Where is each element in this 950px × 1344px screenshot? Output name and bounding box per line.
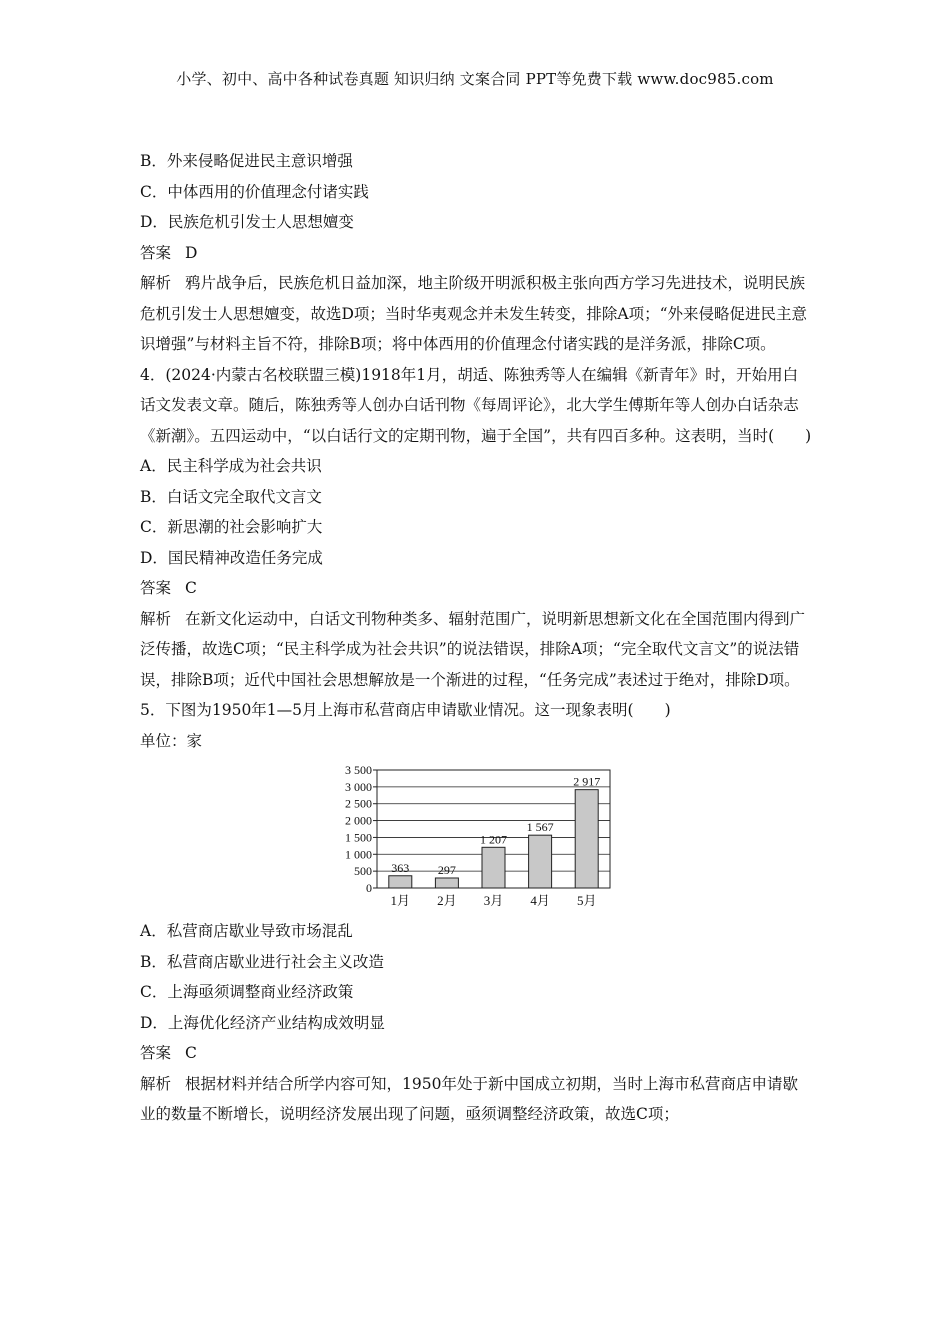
analysis-text: 在新文化运动中，白话文刊物种类多、辐射范围广，说明新思想新文化在全国范围内得到广泛传播，故选C项；“民主科学成为社会共识”的说法错误，排除A项；“完全取代文言文”的说法错误，排除B项；近代中国社会思想解放是一个渐进的过程，“任务完成”表述过于绝对，排除D项。 <box>140 609 806 689</box>
q4-stem: 4．(2024·内蒙古名校联盟三模)1918年1月，胡适、陈独秀等人在编辑《新青年》时，开始用白话文发表文章。随后，陈独秀等人创办白话刊物《每周评论》，北大学生傅斯年等人创办白话杂志《新潮》。五四运动中，“以白话行文的定期刊物，遍于全国”，共有四百多种。这表明，当时( ) <box>140 365 812 445</box>
bar-value-label: 363 <box>391 860 410 875</box>
bar-value-label: 2 917 <box>573 774 601 789</box>
q3-answer <box>140 238 812 269</box>
bar <box>435 878 458 888</box>
y-tick-label: 2 500 <box>345 796 372 811</box>
answer-label: 答案 <box>140 579 172 597</box>
q4-answer <box>140 573 812 604</box>
q4-option-b: B．白话文完全取代文言文 <box>140 487 322 506</box>
y-tick-label: 1 000 <box>345 847 372 862</box>
bar <box>575 790 598 888</box>
x-tick-label: 4月 <box>530 893 550 908</box>
page-header: 小学、初中、高中各种试卷真题 知识归纳 文案合同 PPT等免费下载 www.doc985.com <box>176 70 774 88</box>
y-tick-label: 1 500 <box>345 830 372 845</box>
bar-value-label: 297 <box>437 862 456 877</box>
y-tick-label: 500 <box>354 864 372 879</box>
answer-label: 答案 <box>140 1044 172 1062</box>
bar-value-label: 1 207 <box>480 832 507 847</box>
answer-value: D <box>185 243 198 262</box>
q3-analysis <box>140 268 812 360</box>
q5-option-b: B．私营商店歇业进行社会主义改造 <box>140 952 384 971</box>
q3-option-d: D．民族危机引发士人思想嬗变 <box>140 213 354 231</box>
q5-option-d: D．上海优化经济产业结构成效明显 <box>140 1013 385 1032</box>
document-body <box>140 146 812 1130</box>
bar <box>389 876 412 888</box>
q5-analysis <box>140 1069 812 1130</box>
bar <box>482 847 505 888</box>
bar-chart-svg <box>140 760 812 912</box>
q4-option-d: D．国民精神改造任务完成 <box>140 548 323 567</box>
analysis-text: 根据材料并结合所学内容可知，1950年处于新中国成立初期，当时上海市私营商店申请歇业的数量不断增长，说明经济发展出现了问题，亟须调整经济政策，故选C项； <box>140 1074 798 1123</box>
y-tick-label: 3 000 <box>345 779 372 794</box>
q4-option-a: A．民主科学成为社会共识 <box>140 457 322 475</box>
bar-chart <box>140 760 812 912</box>
x-tick-label: 1月 <box>390 893 411 908</box>
bar <box>529 835 552 888</box>
answer-label: 答案 <box>140 243 172 262</box>
x-tick-label: 5月 <box>576 893 597 908</box>
y-tick-label: 3 500 <box>345 763 372 777</box>
answer-value: C <box>185 579 197 597</box>
y-tick-label: 2 000 <box>345 813 372 828</box>
answer-value: C <box>185 1044 197 1062</box>
q5-stem: 5．下图为1950年1—5月上海市私营商店申请歇业情况。这一现象表明( ) <box>140 701 671 719</box>
q3-option-b: B．外来侵略促进民主意识增强 <box>140 152 353 170</box>
analysis-text: 鸦片战争后，民族危机日益加深，地主阶级开明派积极主张向西方学习先进技术，说明民族危机引发士人思想嬗变，故选D项；当时华夷观念并未发生转变，排除A项；“外来侵略促进民主意识增强”与材料主旨不符，排除B项；将中体西用的价值理念付诸实践的是洋务派，排除C项。 <box>140 274 808 353</box>
q4-option-c: C．新思潮的社会影响扩大 <box>140 518 323 536</box>
q3-option-c: C．中体西用的价值理念付诸实践 <box>140 182 369 201</box>
q5-option-c: C．上海亟须调整商业经济政策 <box>140 983 354 1001</box>
analysis-label: 解析 <box>140 1074 172 1093</box>
x-tick-label: 2月 <box>437 893 457 908</box>
y-tick-label: 0 <box>366 881 372 895</box>
bar-value-label: 1 567 <box>526 820 554 835</box>
analysis-label: 解析 <box>140 609 172 628</box>
q4-analysis <box>140 604 812 696</box>
analysis-label: 解析 <box>140 274 172 292</box>
x-tick-label: 3月 <box>483 893 504 908</box>
q5-option-a: A．私营商店歇业导致市场混乱 <box>140 922 353 940</box>
q5-answer <box>140 1038 812 1069</box>
chart-unit: 单位：家 <box>140 731 203 750</box>
